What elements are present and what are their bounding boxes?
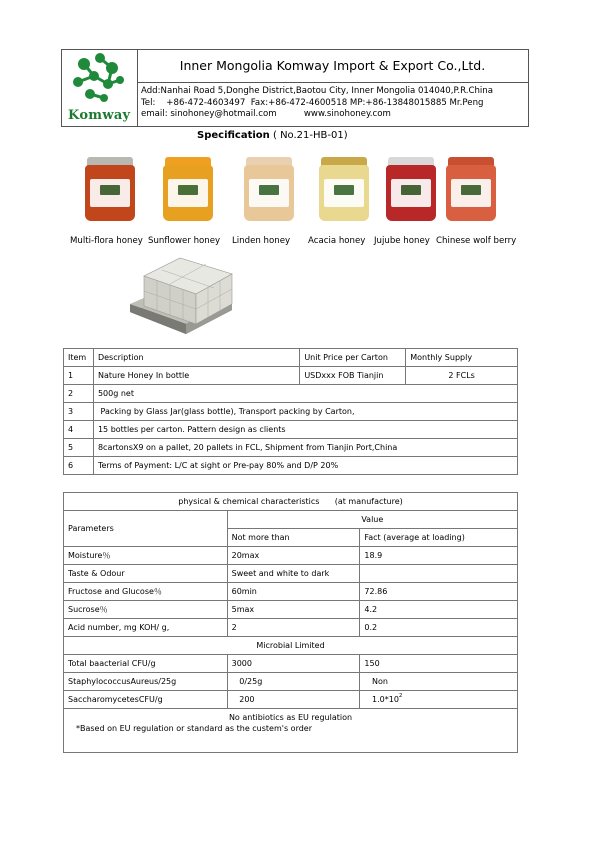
fact-cell: 150 bbox=[360, 655, 518, 673]
limit-cell: 3000 bbox=[227, 655, 360, 673]
table-row bbox=[64, 673, 518, 691]
fact-base: 1.0*10 bbox=[364, 695, 399, 704]
physical-chemical-table bbox=[63, 492, 518, 753]
limit-cell: 20max bbox=[227, 547, 360, 565]
antibiotics-note: No antibiotics as EU regulation bbox=[228, 713, 353, 722]
address: Add:Nanhai Road 5,Donghe District,Baotou City, Inner Mongolia 014040,P.R.China bbox=[141, 86, 494, 96]
param-cell: Total baacterial CFU/g bbox=[64, 655, 228, 673]
jar-label bbox=[391, 179, 431, 207]
jar-label bbox=[451, 179, 491, 207]
header-monthly-supply: Monthly Supply bbox=[406, 349, 518, 367]
product-name: Sunflower honey bbox=[148, 236, 221, 246]
jar-label bbox=[249, 179, 289, 207]
table-row bbox=[64, 691, 518, 709]
limit-cell: 200 bbox=[227, 691, 360, 709]
table-row bbox=[64, 655, 518, 673]
param-cell: StaphylococcusAureus/25g bbox=[64, 673, 228, 691]
row-item: 1 bbox=[64, 367, 94, 385]
param-cell: Fructose and Glucose％ bbox=[64, 583, 228, 601]
table-header-row bbox=[64, 349, 518, 367]
product-name: Multi-flora honey bbox=[70, 236, 143, 246]
pallet-image bbox=[126, 254, 234, 336]
honey-jar-image bbox=[163, 157, 213, 223]
honey-jar-image bbox=[85, 157, 135, 223]
row-item: 5 bbox=[64, 439, 94, 457]
letterhead bbox=[61, 49, 529, 127]
spec-number: ( No.21-HB-01) bbox=[272, 130, 348, 141]
limit-cell: 0/25g bbox=[227, 673, 360, 691]
row-description: 500g net bbox=[93, 385, 517, 403]
parameters-header: Parameters bbox=[64, 511, 228, 547]
limit-cell: 60min bbox=[227, 583, 360, 601]
param-cell: Moisture％ bbox=[64, 547, 228, 565]
table-row bbox=[64, 457, 518, 475]
table-row bbox=[64, 385, 518, 403]
table-row bbox=[64, 439, 518, 457]
table-row bbox=[64, 403, 518, 421]
honey-jar-image bbox=[446, 157, 496, 223]
honey-jar-image bbox=[244, 157, 294, 223]
fact-cell bbox=[360, 691, 518, 709]
spec-heading bbox=[197, 130, 348, 141]
param-cell: Taste & Odour bbox=[64, 565, 228, 583]
honey-jar-image bbox=[386, 157, 436, 223]
logo-wordmark: Komway bbox=[68, 108, 131, 123]
row-item: 2 bbox=[64, 385, 94, 403]
jar-label bbox=[90, 179, 130, 207]
spec-label: Specification bbox=[197, 130, 270, 141]
jar-label bbox=[168, 179, 208, 207]
value-header: Value bbox=[227, 511, 517, 529]
fact-header: Fact (average at loading) bbox=[360, 529, 518, 547]
row-item: 3 bbox=[64, 403, 94, 421]
table-row bbox=[64, 421, 518, 439]
row-description: Packing by Glass Jar(glass bottle), Transport packing by Carton, bbox=[93, 403, 517, 421]
jar-label bbox=[324, 179, 364, 207]
pallet-cartons-icon bbox=[126, 254, 234, 336]
param-cell: Sucrose％ bbox=[64, 601, 228, 619]
table-row bbox=[64, 601, 518, 619]
contact-info bbox=[141, 86, 493, 121]
product-name: Linden honey bbox=[232, 236, 291, 246]
table-row bbox=[64, 619, 518, 637]
fact-exponent: 2 bbox=[398, 693, 403, 699]
row-item: 4 bbox=[64, 421, 94, 439]
param-cell: SaccharomycetesCFU/g bbox=[64, 691, 228, 709]
chem-table-title: physical & chemical characteristics (at manufacture) bbox=[64, 493, 518, 511]
product-name: Chinese wolf berry bbox=[436, 236, 517, 246]
not-more-than-header: Not more than bbox=[227, 529, 360, 547]
header-unit-price: Unit Price per Carton bbox=[300, 349, 406, 367]
limit-cell: 5max bbox=[227, 601, 360, 619]
row-description: Terms of Payment: L/C at sight or Pre-pay 80% and D/P 20% bbox=[93, 457, 517, 475]
row-item: 6 bbox=[64, 457, 94, 475]
table-row bbox=[64, 565, 518, 583]
header-description: Description bbox=[93, 349, 299, 367]
row-supply: 2 FCLs bbox=[406, 367, 518, 385]
microbial-header: Microbial Limited bbox=[64, 637, 518, 655]
product-name: Jujube honey bbox=[374, 236, 430, 246]
row-description: 15 bottles per carton. Pattern design as clients bbox=[93, 421, 517, 439]
honey-jar-image bbox=[319, 157, 369, 223]
header-item: Item bbox=[64, 349, 94, 367]
komway-logo-icon bbox=[62, 50, 137, 110]
fact-cell bbox=[360, 565, 518, 583]
row-price: USDxxx FOB Tianjin bbox=[300, 367, 406, 385]
limit-cell: 2 bbox=[227, 619, 360, 637]
table-row bbox=[64, 547, 518, 565]
company-logo bbox=[62, 50, 138, 126]
row-description: Nature Honey In bottle bbox=[93, 367, 299, 385]
regulation-note: *Based on EU regulation or standard as the custem's order bbox=[76, 724, 313, 733]
email-web: email: sinohoney@hotmail.com www.sinohoney.com bbox=[141, 109, 391, 120]
product-name: Acacia honey bbox=[308, 236, 366, 246]
company-name: Inner Mongolia Komway Import & Export Co.,Ltd. bbox=[137, 50, 528, 83]
row-description: 8cartonsX9 on a pallet, 20 pallets in FCL, Shipment from Tianjin Port,China bbox=[93, 439, 517, 457]
table-row bbox=[64, 367, 518, 385]
fact-cell: 72.86 bbox=[360, 583, 518, 601]
fact-cell: Non bbox=[360, 673, 518, 691]
table-row bbox=[64, 583, 518, 601]
phone-line: Tel: +86-472-4603497 Fax:+86-472-4600518 MP:+86-13848015885 Mr.Peng bbox=[141, 97, 484, 108]
param-cell: Acid number, mg KOH/ g, bbox=[64, 619, 228, 637]
fact-cell: 0.2 bbox=[360, 619, 518, 637]
fact-cell: 4.2 bbox=[360, 601, 518, 619]
notes-cell bbox=[64, 709, 518, 753]
fact-cell: 18.9 bbox=[360, 547, 518, 565]
limit-cell: Sweet and white to dark bbox=[227, 565, 360, 583]
order-terms-table bbox=[63, 348, 518, 475]
